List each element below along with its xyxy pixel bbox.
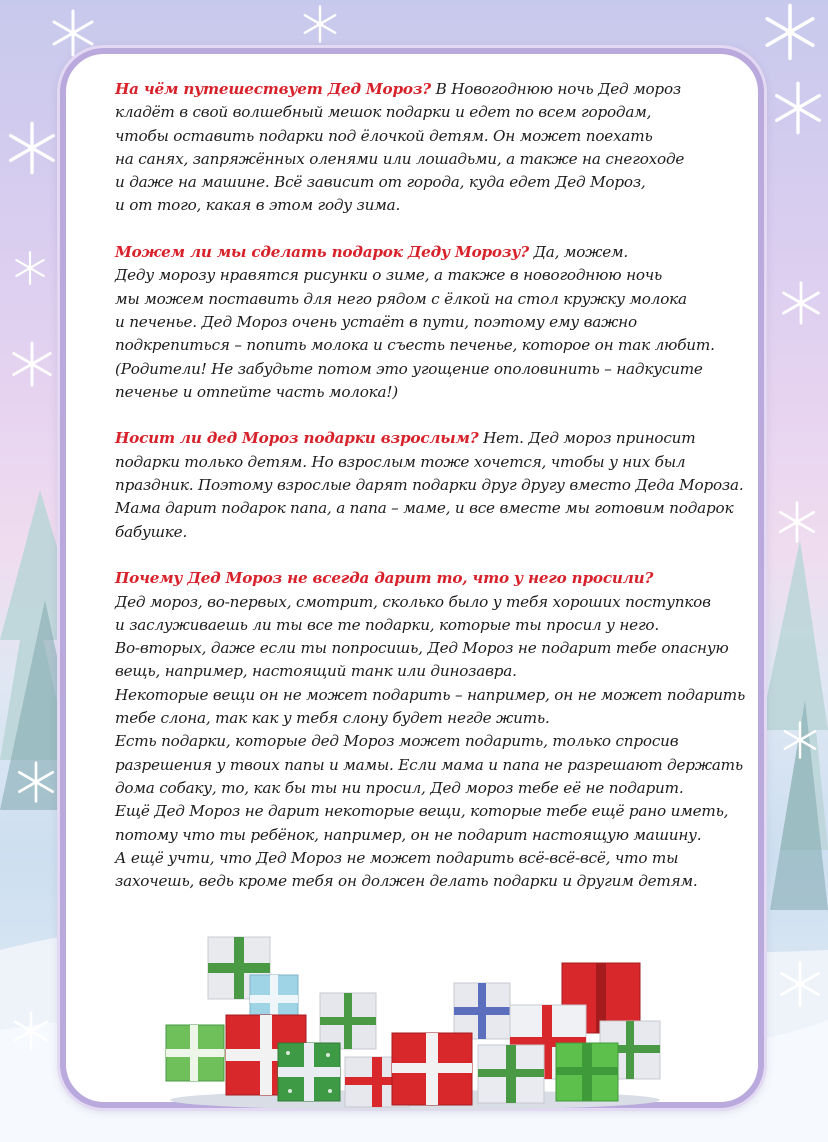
snowflake-icon [770, 80, 826, 136]
gift-box-icon [392, 1033, 472, 1105]
section-question: Почему Дед Мороз не всегда дарит то, что у него просили? [115, 569, 654, 588]
section-answer: Дед мороз, во-первых, смотрит, сколько было у тебя хороших поступков и заслуживаешь ли ты все те подарки, которые ты просил у него. Во-вторых, даже если ты попросишь, Дед Мороз не подарит тебе опасную вещь, например, настоящий танк или динозавра. Некоторые вещи он не может подарить – например, он не может подарить тебе слона, так как у тебя слону будет негде жить. Есть подарки, которые дед Мороз может подарить, только спросив разрешения у твоих папы и мамы. Если мама и папа не разрешают держать дома собаку, то, как бы ты ни просил, Дед мороз тебе её не подарит. Ещё Дед Мороз не дарит некоторые вещи, которые тебе ещё рано иметь, потому что ты ребёнок, например, он не подарит настоящую машину. А ещё учти, что Дед Мороз не может подарить всё-всё-всё, что ты захочешь, ведь кроме тебя он должен делать подарки и другим детям. [115, 592, 746, 891]
section-answer: Нет. Дед мороз приносит подарки только детям. Но взрослым тоже хочется, чтобы у них был праздник. Поэтому взрослые дарят подарки друг другу вместо Деда Мороза. Мама дарит подарок папа, а папа – маме, и все вместе мы готовим подарок бабушке. [115, 429, 744, 541]
section-answer: Да, можем. Деду морозу нравятся рисунки о зиме, а также в новогоднюю ночь мы можем поставить для него рядом с ёлкой на стол кружку молока и печенье. Дед Мороз очень устаёт в пути, поэтому ему важно подкрепиться – попить молока и съесть печенье, которое он так любит. (Родители! Не забудьте потом это угощение ополовинить – надкусите печенье и отпейте часть молока!) [115, 243, 715, 401]
gift-boxes-illustration [160, 925, 670, 1110]
snowflake-icon [776, 960, 824, 1008]
section-answer: В Новогоднюю ночь Дед мороз кладёт в свой волшебный мешок подарки и едет по всем городам, чтобы оставить подарки под ёлочкой детям. Он может поехать на санях, запряжённых оленями или лошадьми, а также на снегоходе и даже на машине. Всё зависит от города, куда едет Дед Мороз, и от того, какая в этом году зима. [115, 80, 685, 215]
section-question: Можем ли мы сделать подарок Деду Морозу? [115, 243, 529, 262]
gift-box-icon [320, 993, 376, 1049]
gift-box-icon [454, 983, 510, 1039]
gift-box-icon [278, 1043, 340, 1101]
snowflake-icon [4, 120, 60, 176]
section-question: На чём путешествует Дед Мороз? [115, 80, 432, 98]
section-question: Носит ли дед Мороз подарки взрослым? [115, 429, 479, 448]
article-text [115, 78, 765, 917]
section-transport [115, 78, 765, 218]
snowflake-icon [775, 500, 819, 544]
section-why-not-always [115, 567, 765, 893]
snowflake-icon [10, 1010, 52, 1052]
snowflake-icon [300, 4, 340, 44]
section-gifts-for-adults [115, 427, 765, 543]
snowflake-icon [760, 2, 820, 62]
snowflake-icon [8, 340, 56, 388]
gift-box-icon [556, 1043, 618, 1101]
gift-box-icon [166, 1025, 224, 1081]
section-gift-for-ded-moroz [115, 241, 765, 404]
snowflake-icon [780, 720, 820, 760]
gift-box-icon [478, 1045, 544, 1103]
snowflake-icon [14, 760, 58, 804]
snowflake-icon [778, 280, 824, 326]
snowflake-icon [12, 250, 48, 286]
